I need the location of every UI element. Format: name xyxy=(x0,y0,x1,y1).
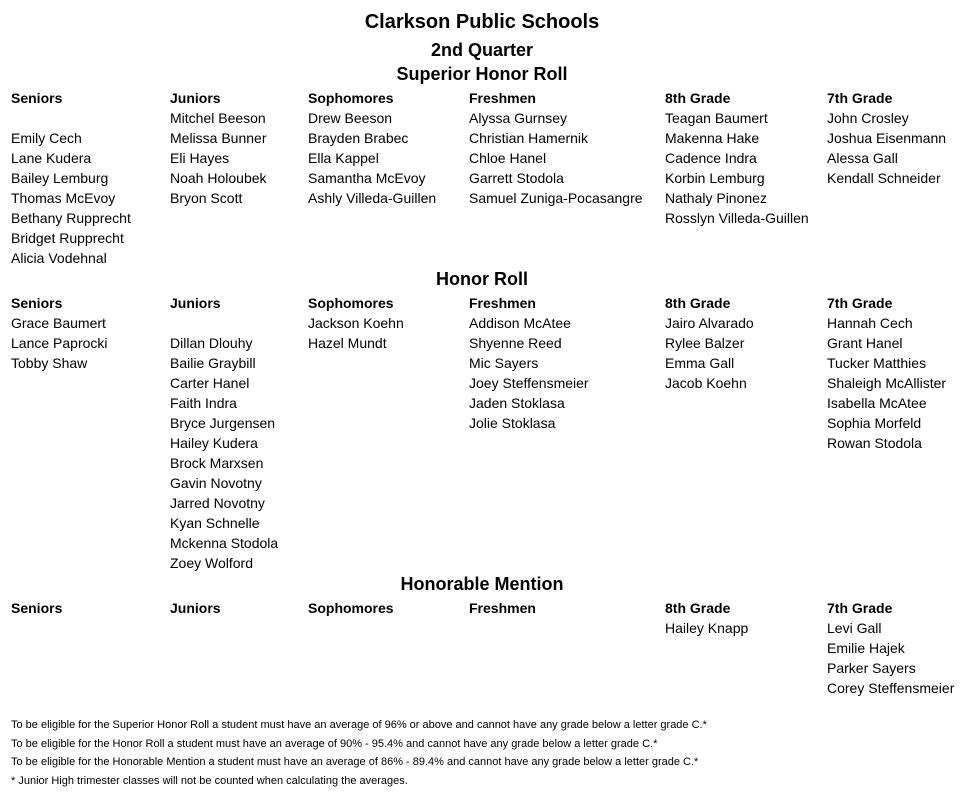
grade-column-7th-grade xyxy=(827,88,964,188)
student-name: Hailey Knapp xyxy=(665,620,749,636)
student-name: Hannah Cech xyxy=(827,315,913,331)
grade-header: Sophomores xyxy=(308,600,394,616)
student-name: Grant Hanel xyxy=(827,335,903,351)
student-name: Rylee Balzer xyxy=(665,335,745,351)
grade-column-freshmen xyxy=(469,598,669,618)
student-list xyxy=(827,313,964,453)
student-name: Alyssa Gurnsey xyxy=(469,110,568,126)
student-name: Drew Beeson xyxy=(308,110,393,126)
student-name: Lance Paprocki xyxy=(11,335,108,351)
student-name: Mitchel Beeson xyxy=(170,110,266,126)
student-name: Addison McAtee xyxy=(469,315,571,331)
grade-header: Freshmen xyxy=(469,295,536,311)
student-name: Cadence Indra xyxy=(665,150,757,166)
student-name: Kendall Schneider xyxy=(827,170,941,186)
grade-header: Seniors xyxy=(11,600,63,616)
student-name: Noah Holoubek xyxy=(170,170,267,186)
student-name: Melissa Bunner xyxy=(170,130,267,146)
student-name: Samantha McEvoy xyxy=(308,170,426,186)
student-name: Lane Kudera xyxy=(11,150,92,166)
student-name: Grace Baumert xyxy=(11,315,106,331)
student-name: Hazel Mundt xyxy=(308,335,387,351)
student-name: John Crosley xyxy=(827,110,909,126)
grade-header: 8th Grade xyxy=(665,600,731,616)
student-name: Samuel Zuniga-Pocasangre xyxy=(469,190,643,206)
student-list xyxy=(469,313,669,433)
student-name: Isabella McAtee xyxy=(827,395,927,411)
student-name: Chloe Hanel xyxy=(469,150,547,166)
grade-column-7th-grade xyxy=(827,293,964,453)
student-name: Levi Gall xyxy=(827,620,882,636)
grade-header: Sophomores xyxy=(308,295,394,311)
grade-header: 8th Grade xyxy=(665,295,731,311)
student-name: Korbin Lemburg xyxy=(665,170,765,186)
student-name: Rosslyn Villeda-Guillen xyxy=(665,210,809,226)
student-name: Emily Cech xyxy=(11,130,82,146)
student-name: Bryce Jurgensen xyxy=(170,415,276,431)
student-name: Jacob Koehn xyxy=(665,375,747,391)
student-name: Gavin Novotny xyxy=(170,475,262,491)
student-name: Kyan Schnelle xyxy=(170,515,260,531)
student-name: Joey Steffensmeier xyxy=(469,375,589,391)
grade-header: Juniors xyxy=(170,90,221,106)
student-name: Sophia Morfeld xyxy=(827,415,922,431)
student-name: Jarred Novotny xyxy=(170,495,265,511)
student-name: Jolie Stoklasa xyxy=(469,415,556,431)
student-name: Brayden Brabec xyxy=(308,130,409,146)
grade-header: 8th Grade xyxy=(665,90,731,106)
student-name: Jairo Alvarado xyxy=(665,315,754,331)
student-name: Brock Marxsen xyxy=(170,455,264,471)
student-list xyxy=(827,108,964,188)
student-name: Bailey Lemburg xyxy=(11,170,109,186)
student-name: Carter Hanel xyxy=(170,375,250,391)
student-list xyxy=(827,618,964,698)
student-list xyxy=(469,108,669,208)
student-name: Emma Gall xyxy=(665,355,735,371)
student-name: Ella Kappel xyxy=(308,150,379,166)
student-list xyxy=(170,333,370,573)
student-name: Parker Sayers xyxy=(827,660,916,676)
student-name: Alicia Vodehnal xyxy=(11,250,107,266)
student-name: Eli Hayes xyxy=(170,150,230,166)
student-name: Bailie Graybill xyxy=(170,355,256,371)
section-title-superior-honor-roll: Superior Honor Roll xyxy=(396,64,568,84)
student-name: Thomas McEvoy xyxy=(11,190,116,206)
student-name: Emilie Hajek xyxy=(827,640,905,656)
grade-header: Seniors xyxy=(11,90,63,106)
footnote-superior: To be eligible for the Superior Honor Roll a student must have an average of 96% or above and cannot have any grade below a letter grade C.* xyxy=(11,719,707,731)
student-name: Tucker Matthies xyxy=(827,355,927,371)
student-name: Nathaly Pinonez xyxy=(665,190,767,206)
section-title-honorable-mention: Honorable Mention xyxy=(400,574,564,594)
student-name: Hailey Kudera xyxy=(170,435,258,451)
grade-header: 7th Grade xyxy=(827,90,893,106)
section-title-honor-roll: Honor Roll xyxy=(436,269,528,289)
grade-column-freshmen xyxy=(469,293,669,433)
grade-column-7th-grade xyxy=(827,598,964,698)
student-name: Jackson Koehn xyxy=(308,315,404,331)
student-name: Shyenne Reed xyxy=(469,335,562,351)
eligibility-notes xyxy=(11,716,951,790)
student-name: Corey Steffensmeier xyxy=(827,680,955,696)
grade-header: Juniors xyxy=(170,600,221,616)
grade-header: Freshmen xyxy=(469,90,536,106)
student-name: Rowan Stodola xyxy=(827,435,922,451)
footnote-honor-roll: To be eligible for the Honor Roll a student must have an average of 90% - 95.4% and cannot have any grade below a letter grade C.* xyxy=(11,737,658,750)
student-name: Dillan Dlouhy xyxy=(170,335,253,351)
student-name: Christian Hamernik xyxy=(469,130,589,146)
student-name: Tobby Shaw xyxy=(11,355,88,371)
student-name: Teagan Baumert xyxy=(665,110,768,126)
student-name: Alessa Gall xyxy=(827,150,898,166)
student-name: Shaleigh McAllister xyxy=(827,375,947,391)
student-name: Garrett Stodola xyxy=(469,170,564,186)
grade-header: Seniors xyxy=(11,295,63,311)
grade-header: Freshmen xyxy=(469,600,536,616)
student-name: Mic Sayers xyxy=(469,355,539,371)
grade-header: 7th Grade xyxy=(827,600,893,616)
grade-column-freshmen xyxy=(469,88,669,208)
quarter-subtitle: 2nd Quarter xyxy=(430,40,534,60)
grade-header: Sophomores xyxy=(308,90,394,106)
student-name: Bridget Rupprecht xyxy=(11,230,124,246)
student-name: Makenna Hake xyxy=(665,130,760,146)
student-name: Ashly Villeda-Guillen xyxy=(308,190,437,206)
student-name: Jaden Stoklasa xyxy=(469,395,565,411)
grade-header: Juniors xyxy=(170,295,221,311)
student-name: Zoey Wolford xyxy=(170,555,253,571)
grade-header: 7th Grade xyxy=(827,295,893,311)
student-name: Joshua Eisenmann xyxy=(827,130,947,146)
student-name: Faith Indra xyxy=(170,395,237,411)
student-name: Mckenna Stodola xyxy=(170,535,279,551)
student-name: Bryon Scott xyxy=(170,190,243,206)
student-name: Bethany Rupprecht xyxy=(11,210,131,226)
footnote-honorable-mention: To be eligible for the Honorable Mention a student must have an average of 86% - 89.4% and cannot have any grade below a letter grade C.* xyxy=(11,756,699,768)
school-title: Clarkson Public Schools xyxy=(364,11,600,33)
footnote-trimester: * Junior High trimester classes will not be counted when calculating the averages. xyxy=(11,774,408,787)
